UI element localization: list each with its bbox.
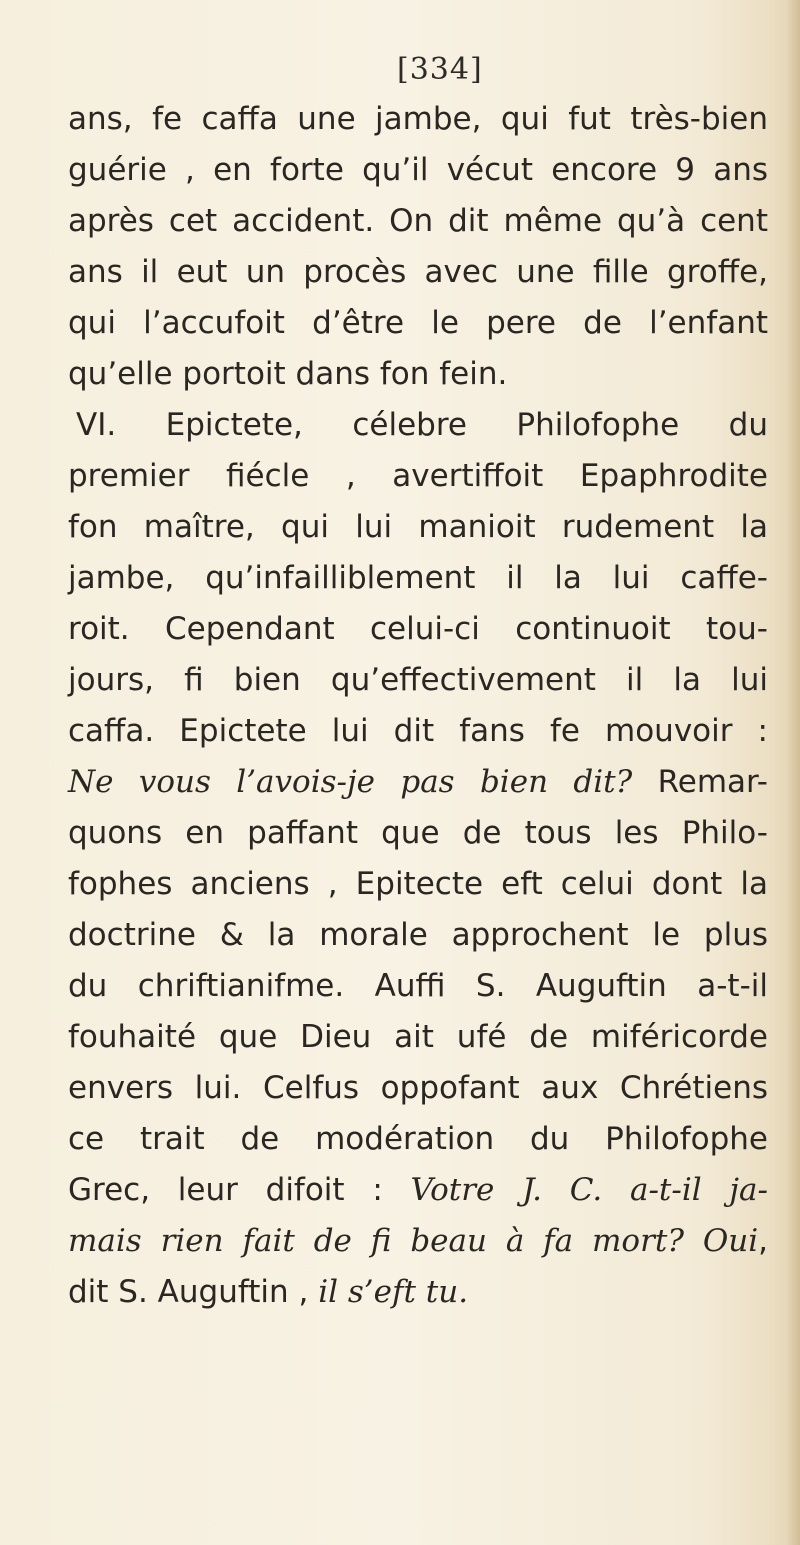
italic-quote: Ne vous l’avois-je pas bien dit? bbox=[68, 764, 633, 800]
page-edge-shadow bbox=[786, 0, 800, 1545]
text-line: jours, fi bien qu’effectivement il la lui bbox=[68, 662, 768, 698]
text-line: ans il eut un procès avec une fille groffe, bbox=[68, 254, 768, 290]
text-line: doctrine & la morale approchent le plus bbox=[68, 917, 768, 953]
text-line bbox=[68, 706, 768, 757]
text-line: guérie , en forte qu’il vécut encore 9 ans bbox=[68, 152, 768, 188]
body-text bbox=[68, 94, 768, 1318]
text-segment: Grec, leur difoit : bbox=[68, 1172, 411, 1208]
italic-quote: il s’eft tu. bbox=[318, 1274, 469, 1310]
text-segment: caffa. Epictete lui dit fans fe mouvoir : bbox=[68, 713, 768, 749]
text-line: roit. Cependant celui-ci continuoit tou- bbox=[68, 611, 768, 647]
text-segment: dit S. Auguftin , bbox=[68, 1274, 319, 1310]
page-number: [334] bbox=[397, 52, 483, 87]
text-line: jambe, qu’infailliblement il la lui caffe- bbox=[68, 560, 768, 596]
text-line: fon maître, qui lui manioit rudement la bbox=[68, 509, 768, 545]
text-line: ce trait de modération du Philofophe bbox=[68, 1121, 768, 1157]
text-line: ans, fe caffa une jambe, qui fut très-bien bbox=[68, 101, 768, 137]
text-line: fouhaité que Dieu ait ufé de miféricorde bbox=[68, 1019, 768, 1055]
text-segment: , bbox=[758, 1223, 768, 1259]
text-line bbox=[68, 1216, 768, 1267]
text-line: qui l’accufoit d’être le pere de l’enfant bbox=[68, 305, 768, 341]
text-line: VI. Epictete, célebre Philofophe du bbox=[76, 407, 768, 443]
italic-quote: Votre J. C. a-t-il ja- bbox=[410, 1172, 768, 1208]
text-line: fophes anciens , Epitecte eft celui dont la bbox=[68, 866, 768, 902]
text-line bbox=[68, 1165, 768, 1216]
text-line: envers lui. Celfus oppofant aux Chrétiens bbox=[68, 1070, 768, 1106]
text-line: du chriftianifme. Auffi S. Auguftin a-t-il bbox=[68, 968, 768, 1004]
text-line bbox=[68, 757, 768, 808]
text-line: après cet accident. On dit même qu’à cent bbox=[68, 203, 768, 239]
text-segment: Remar- bbox=[632, 764, 768, 800]
text-line: premier fiécle , avertiffoit Epaphrodite bbox=[68, 458, 768, 494]
text-line: qu’elle portoit dans fon fein. bbox=[68, 356, 508, 392]
text-line bbox=[68, 1267, 768, 1318]
italic-quote: mais rien fait de fi beau à fa mort? Oui bbox=[68, 1223, 759, 1259]
text-line: quons en paffant que de tous les Philo- bbox=[68, 815, 768, 851]
